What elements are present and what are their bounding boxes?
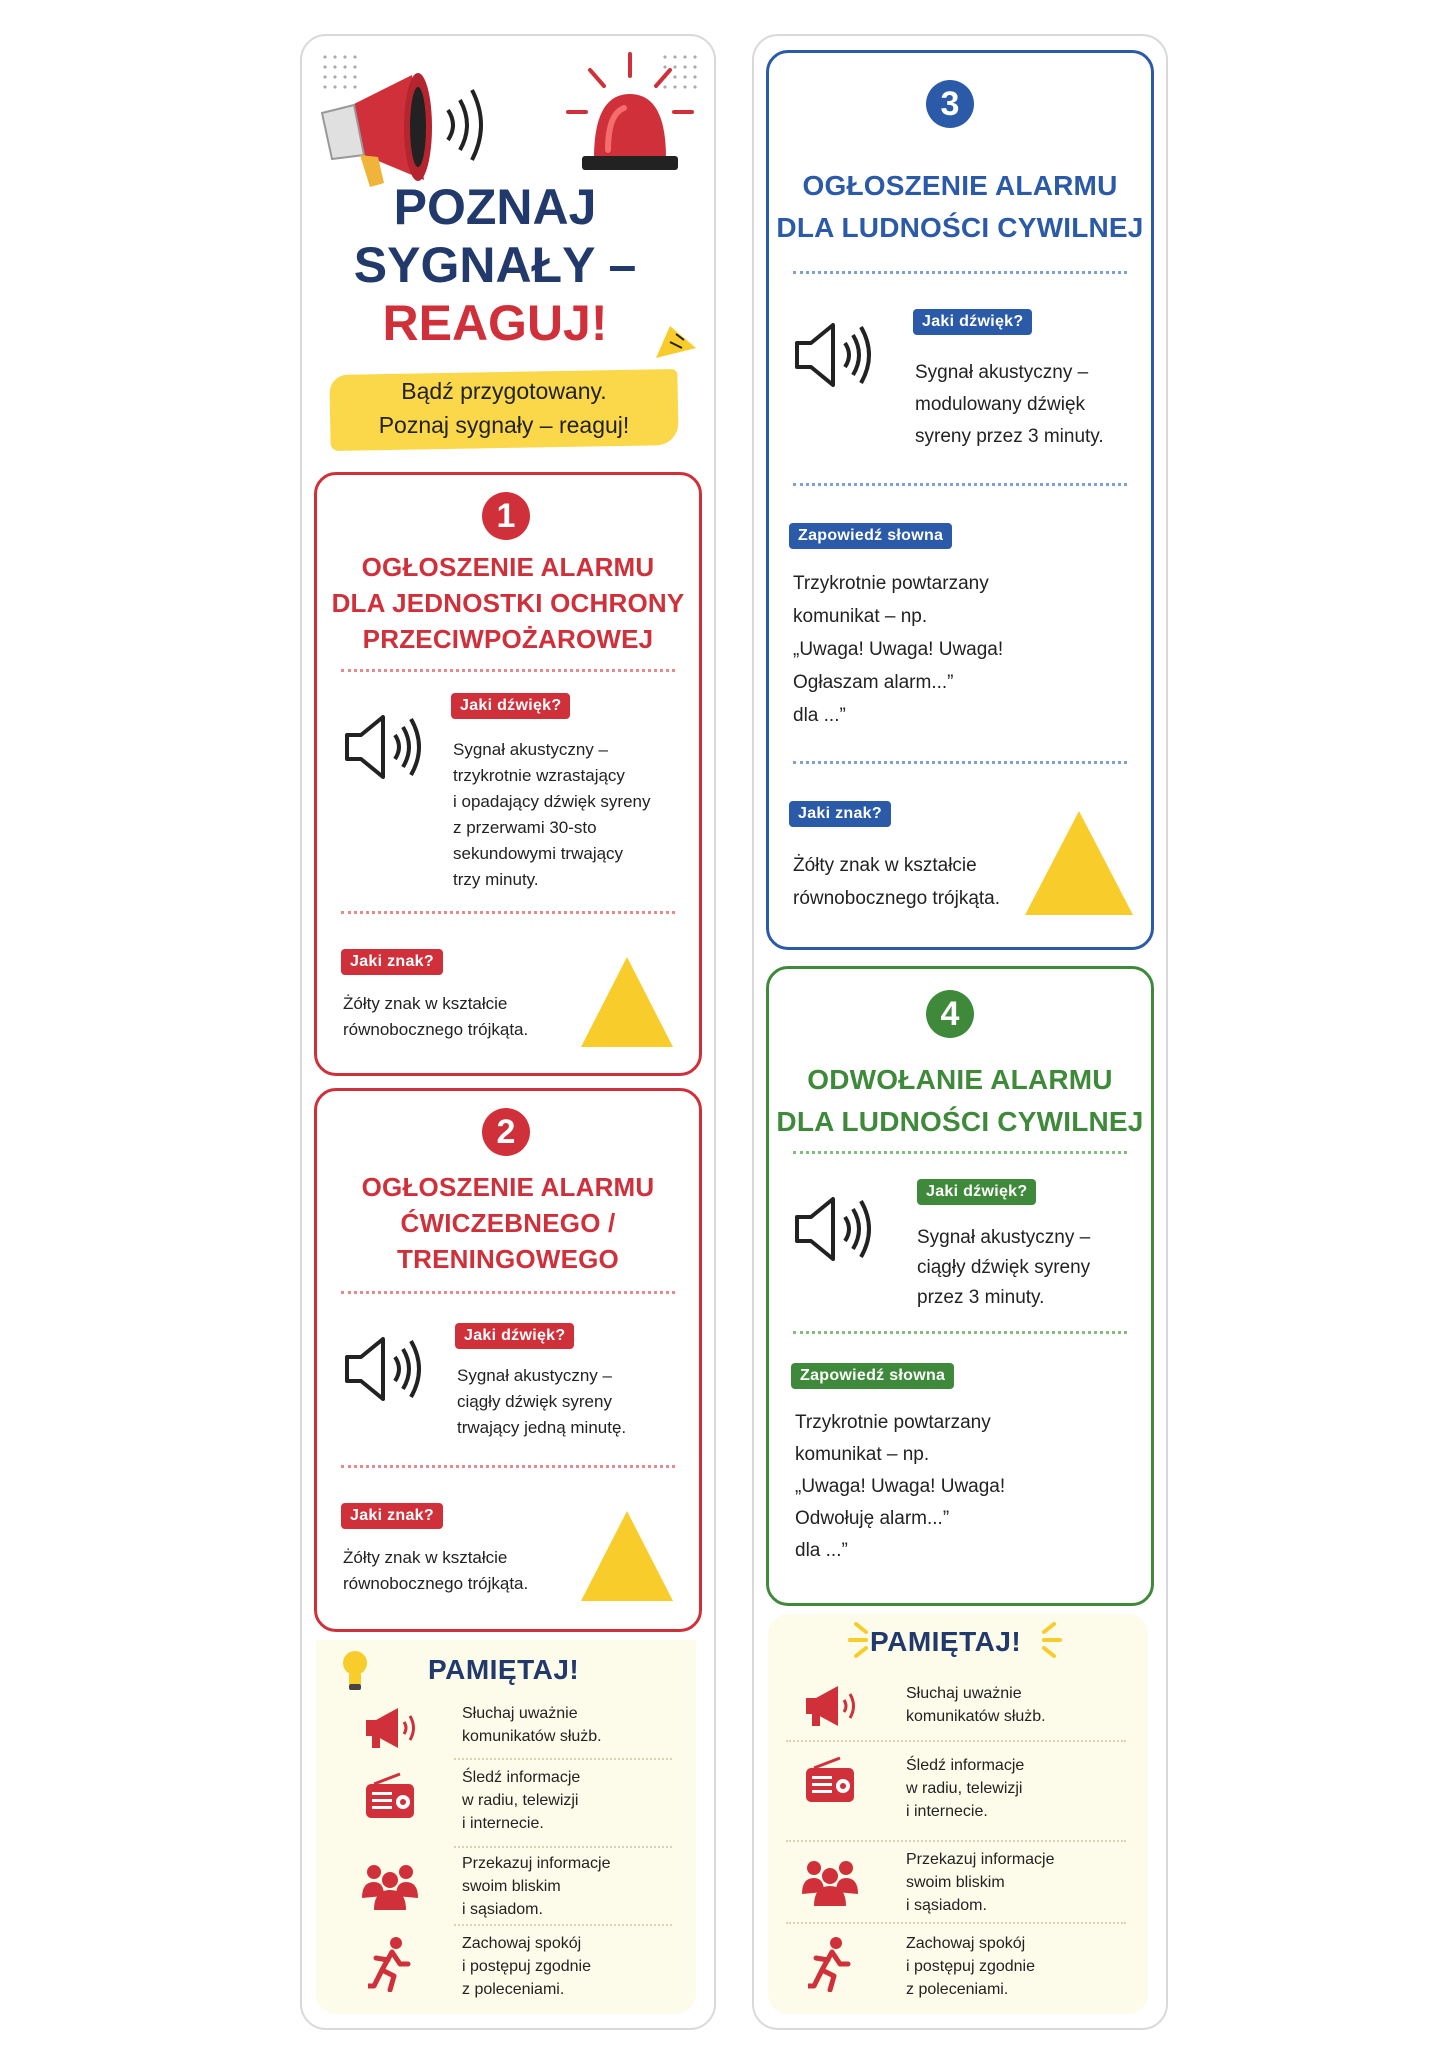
text-line: swoim bliskim (906, 1874, 1005, 1891)
text-line: komunikat – np. (795, 1444, 930, 1465)
card-title (769, 165, 1151, 249)
card-fire-brigade-alarm (314, 472, 702, 1076)
text-line: dla ...” (795, 1540, 848, 1561)
divider (793, 1151, 1127, 1154)
sound-label-badge: Jaki dźwięk? (917, 1179, 1036, 1205)
sound-label-badge: Jaki dźwięk? (913, 309, 1032, 335)
text-line: Żółty znak w kształcie (343, 1548, 508, 1567)
divider (341, 669, 675, 672)
card-title-line: OGŁOSZENIE ALARMU (361, 1172, 655, 1202)
title-line-1: POZNAJ (393, 179, 597, 235)
text-line: Przekazuj informacje (906, 1851, 1055, 1868)
text-line: równobocznego trójkąta. (793, 888, 1001, 909)
yellow-triangle-icon (581, 957, 673, 1047)
sound-label-badge: Jaki dźwięk? (451, 693, 570, 719)
remember-item (462, 1766, 682, 1835)
remember-item (906, 1754, 1136, 1823)
text-line: z przerwami 30-sto (453, 818, 597, 837)
verbal-label-badge: Zapowiedź słowna (789, 523, 952, 549)
text-line: Sygnał akustyczny – (457, 1366, 612, 1385)
text-line: i postępuj zgodnie (462, 1958, 591, 1975)
card-title-line: TRENINGOWEGO (397, 1244, 619, 1274)
sign-description (793, 849, 1033, 915)
text-line: w radiu, telewizji (462, 1792, 579, 1809)
text-line: Śledź informacje (462, 1769, 581, 1786)
divider (793, 483, 1127, 486)
text-line: komunikat – np. (793, 606, 928, 627)
subtitle (330, 374, 678, 442)
card-title-line: DLA LUDNOŚCI CYWILNEJ (776, 1106, 1144, 1137)
speaker-icon (789, 1189, 885, 1269)
text-line: Zachowaj spokój (906, 1935, 1026, 1952)
remember-item (906, 1932, 1136, 2001)
sign-description (343, 991, 573, 1043)
text-line: Sygnał akustyczny – (917, 1227, 1091, 1248)
text-line: komunikatów służb. (906, 1708, 1046, 1725)
text-line: przez 3 minuty. (917, 1287, 1045, 1308)
sound-label-badge: Jaki dźwięk? (455, 1323, 574, 1349)
card-civil-alarm-cancellation (766, 966, 1154, 1606)
speaker-icon (339, 1329, 435, 1409)
text-line: z poleceniami. (462, 1981, 565, 1998)
text-line: i opadający dźwięk syreny (453, 792, 651, 811)
remember-title: PAMIĘTAJ! (428, 1654, 580, 1685)
divider (786, 1740, 1126, 1742)
text-line: Ogłaszam alarm...” (793, 672, 954, 693)
running-person-icon (368, 1936, 412, 1992)
sound-description (453, 737, 689, 893)
text-line: Żółty znak w kształcie (793, 855, 977, 876)
remember-item (462, 1702, 682, 1748)
text-line: trzykrotnie wzrastający (453, 766, 625, 785)
divider (454, 1758, 672, 1760)
divider (793, 761, 1127, 764)
text-line: z poleceniami. (906, 1981, 1009, 1998)
people-icon (800, 1856, 860, 1906)
verbal-description (795, 1407, 1075, 1567)
card-title-line: DLA LUDNOŚCI CYWILNEJ (776, 212, 1144, 243)
sign-description (343, 1545, 573, 1597)
remember-item (462, 1852, 682, 1921)
sign-label-badge: Jaki znak? (341, 1503, 443, 1529)
card-number: 1 (482, 492, 530, 540)
radio-icon (802, 1756, 858, 1806)
divider (454, 1924, 672, 1926)
subtitle-line-2: Poznaj sygnały – reaguj! (378, 412, 630, 438)
card-title (769, 1059, 1151, 1143)
card-title (317, 1169, 699, 1277)
text-line: równobocznego trójkąta. (343, 1020, 529, 1039)
text-line: sekundowymi trwający (453, 844, 624, 863)
card-title-line: OGŁOSZENIE ALARMU (802, 170, 1118, 201)
text-line: Trzykrotnie powtarzany (793, 573, 989, 594)
text-line: Odwołuję alarm...” (795, 1508, 950, 1529)
text-line: dla ...” (793, 705, 846, 726)
sparkle-left-icon (820, 1616, 870, 1662)
text-line: i internecie. (462, 1815, 544, 1832)
card-exercise-alarm (314, 1088, 702, 1632)
text-line: i postępuj zgodnie (906, 1958, 1035, 1975)
divider (341, 1465, 675, 1468)
text-line: Śledź informacje (906, 1757, 1025, 1774)
title-line-2: SYGNAŁY – (353, 237, 637, 293)
remember-item (462, 1932, 682, 2001)
speaker-icon (789, 315, 885, 395)
sound-description (917, 1223, 1141, 1313)
text-line: równobocznego trójkąta. (343, 1574, 529, 1593)
sparkle-right-icon (1040, 1616, 1090, 1662)
text-line: syreny przez 3 minuty. (915, 426, 1104, 447)
text-line: Sygnał akustyczny – (915, 362, 1089, 383)
siren-icon (560, 50, 700, 175)
verbal-description (793, 567, 1073, 732)
sound-description (915, 357, 1141, 453)
remember-item (906, 1848, 1136, 1917)
yellow-triangle-icon (1025, 811, 1133, 915)
text-line: Trzykrotnie powtarzany (795, 1412, 991, 1433)
people-icon (360, 1860, 420, 1910)
verbal-label-badge: Zapowiedź słowna (791, 1363, 954, 1389)
speaker-icon (339, 707, 435, 787)
text-line: i sąsiadom. (462, 1901, 543, 1918)
card-number: 3 (926, 80, 974, 128)
text-line: „Uwaga! Uwaga! Uwaga! (795, 1476, 1006, 1497)
text-line: Przekazuj informacje (462, 1855, 611, 1872)
card-number: 2 (482, 1108, 530, 1156)
text-line: ciągły dźwięk syreny (457, 1392, 612, 1411)
title-line-3: REAGUJ! (382, 295, 608, 351)
subtitle-line-1: Bądź przygotowany. (401, 378, 607, 404)
text-line: Zachowaj spokój (462, 1935, 582, 1952)
lightbulb-icon (340, 1648, 370, 1694)
card-title-line: OGŁOSZENIE ALARMU (361, 552, 655, 582)
megaphone-icon (360, 1704, 422, 1752)
card-number: 4 (926, 990, 974, 1038)
card-civil-alarm (766, 50, 1154, 950)
text-line: Słuchaj uważnie (906, 1685, 1022, 1702)
text-line: ciągły dźwięk syreny (917, 1257, 1091, 1278)
sign-label-badge: Jaki znak? (341, 949, 443, 975)
text-line: i sąsiadom. (906, 1897, 987, 1914)
divider (793, 271, 1127, 274)
text-line: trzy minuty. (453, 870, 539, 889)
megaphone-icon (312, 55, 512, 195)
card-title-line: ODWOŁANIE ALARMU (807, 1064, 1113, 1095)
divider (786, 1922, 1126, 1924)
text-line: swoim bliskim (462, 1878, 561, 1895)
sound-description (457, 1363, 693, 1441)
remember-title: PAMIĘTAJ! (870, 1626, 1022, 1657)
text-line: Żółty znak w kształcie (343, 994, 508, 1013)
text-line: trwający jedną minutę. (457, 1418, 627, 1437)
divider (341, 911, 675, 914)
radio-icon (362, 1772, 418, 1822)
divider (786, 1840, 1126, 1842)
text-line: i internecie. (906, 1803, 988, 1820)
card-title (317, 549, 699, 657)
sign-label-badge: Jaki znak? (789, 801, 891, 827)
text-line: Sygnał akustyczny – (453, 740, 608, 759)
running-person-icon (808, 1936, 852, 1992)
divider (454, 1846, 672, 1848)
sparkle-icon (646, 318, 702, 366)
text-line: modulowany dźwięk (915, 394, 1086, 415)
text-line: Słuchaj uważnie (462, 1705, 578, 1722)
card-title-line: DLA JEDNOSTKI OCHRONY (331, 588, 685, 618)
text-line: „Uwaga! Uwaga! Uwaga! (793, 639, 1004, 660)
text-line: w radiu, telewizji (906, 1780, 1023, 1797)
yellow-triangle-icon (581, 1511, 673, 1601)
card-title-line: ĆWICZEBNEGO / (400, 1208, 616, 1238)
main-title (330, 178, 660, 352)
megaphone-icon (800, 1682, 862, 1730)
remember-item (906, 1682, 1136, 1728)
divider (793, 1331, 1127, 1334)
divider (341, 1291, 675, 1294)
card-title-line: PRZECIWPOŻAROWEJ (362, 624, 654, 654)
text-line: komunikatów służb. (462, 1728, 602, 1745)
